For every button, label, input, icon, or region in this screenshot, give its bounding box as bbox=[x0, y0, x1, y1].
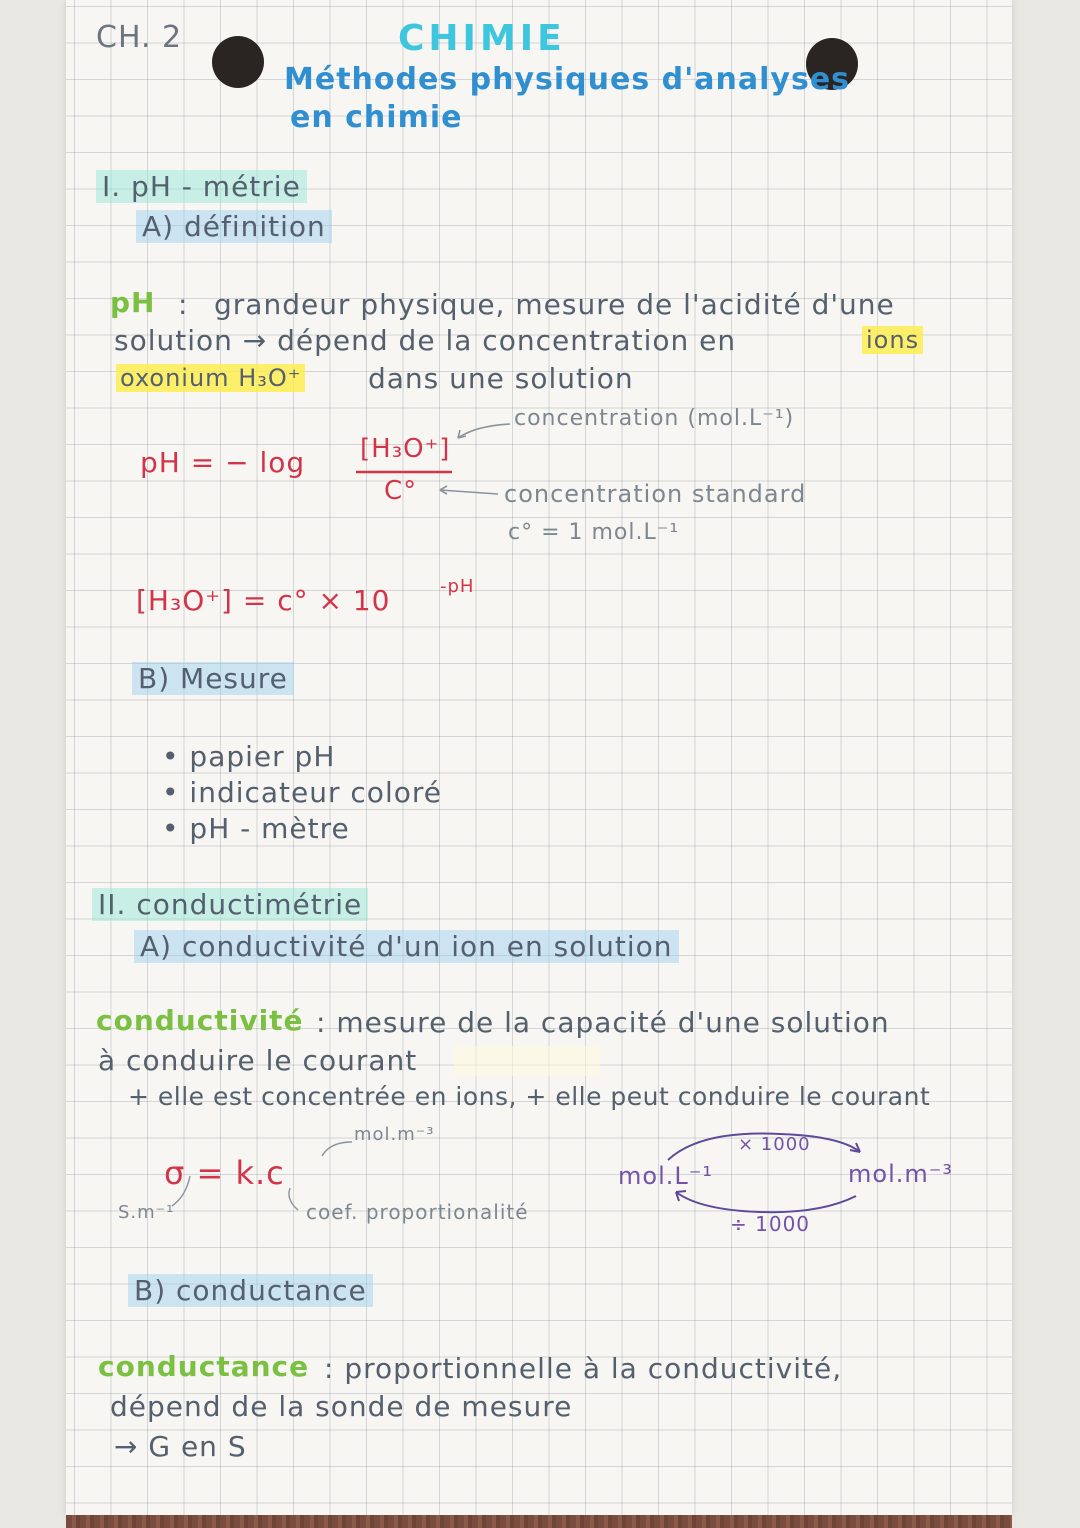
ph-definition-line1: grandeur physique, mesure de l'acidité d'une bbox=[214, 288, 895, 321]
arrow-to-c bbox=[322, 1142, 352, 1156]
eraser-mark bbox=[454, 1046, 600, 1076]
conversion-multiply-label: × 1000 bbox=[738, 1134, 811, 1155]
conductivite-term: conductivité bbox=[96, 1004, 304, 1037]
list-item: • indicateur coloré bbox=[162, 776, 442, 809]
arrow-to-sigma bbox=[172, 1176, 190, 1206]
list-item-label: pH - mètre bbox=[189, 812, 350, 845]
arrow-to-k bbox=[289, 1188, 298, 1210]
subtitle-line2: en chimie bbox=[290, 100, 463, 135]
conductivity-formula: σ = k.c bbox=[164, 1154, 285, 1192]
section1-sub-a: A) définition bbox=[136, 210, 332, 243]
list-item-label: papier pH bbox=[189, 740, 336, 773]
h3o-formula-exponent: -pH bbox=[440, 576, 475, 597]
note-concentration: concentration (mol.L⁻¹) bbox=[514, 406, 795, 431]
ph-colon: : bbox=[178, 288, 189, 321]
ions-highlight: ions bbox=[862, 326, 923, 354]
subtitle-line1: Méthodes physiques d'analyses bbox=[284, 62, 851, 97]
list-item-label: indicateur coloré bbox=[189, 776, 442, 809]
section2-heading: II. conductimétrie bbox=[92, 888, 368, 921]
conversion-divide-label: ÷ 1000 bbox=[730, 1212, 811, 1236]
page-title: CHIMIE bbox=[398, 18, 566, 59]
ph-term: pH bbox=[110, 286, 156, 319]
conductance-definition-line3: → G en S bbox=[114, 1430, 247, 1463]
ph-definition-line2: solution → dépend de la concentration en bbox=[114, 324, 737, 357]
list-item: • pH - mètre bbox=[162, 812, 350, 845]
note-c0-value: c° = 1 mol.L⁻¹ bbox=[508, 520, 680, 545]
note-standard: concentration standard bbox=[504, 480, 807, 508]
section2-sub-a: A) conductivité d'un ion en solution bbox=[134, 930, 679, 963]
unit-sigma-note: S.m⁻¹ bbox=[118, 1202, 175, 1223]
h3o-formula: [H₃O⁺] = c° × 10 bbox=[136, 584, 391, 617]
conversion-right-unit: mol.m⁻³ bbox=[848, 1160, 954, 1188]
ph-formula-denominator: C° bbox=[384, 476, 418, 506]
conductivite-definition-line2: à conduire le courant bbox=[98, 1044, 418, 1077]
chapter-label: CH. 2 bbox=[96, 20, 183, 55]
ph-formula-lhs: pH = − log bbox=[140, 446, 306, 479]
conductivite-definition-line3: + elle est concentrée en ions, + elle peut conduire le courant bbox=[128, 1082, 931, 1111]
conversion-arc-top bbox=[668, 1134, 860, 1160]
conductivite-definition-line1: : mesure de la capacité d'une solution bbox=[316, 1006, 890, 1039]
ph-definition-line3: dans une solution bbox=[368, 362, 634, 395]
list-item: • papier pH bbox=[162, 740, 336, 773]
conductance-term: conductance bbox=[98, 1350, 310, 1383]
conversion-left-unit: mol.L⁻¹ bbox=[618, 1162, 714, 1190]
section1-sub-b: B) Mesure bbox=[132, 662, 294, 695]
conductance-definition-line1: : proportionnelle à la conductivité, bbox=[324, 1352, 843, 1385]
coefficient-note: coef. proportionalité bbox=[306, 1200, 529, 1224]
conductance-definition-line2: dépend de la sonde de mesure bbox=[110, 1390, 573, 1423]
arrow-to-denominator bbox=[440, 490, 498, 494]
section2-sub-b: B) conductance bbox=[128, 1274, 373, 1307]
section1-heading: I. pH - métrie bbox=[96, 170, 307, 203]
conversion-arc-bottom bbox=[676, 1192, 856, 1212]
unit-c-note: mol.m⁻³ bbox=[354, 1124, 435, 1145]
ph-formula-numerator: [H₃O⁺] bbox=[360, 434, 451, 464]
oxonium-highlight: oxonium H₃O⁺ bbox=[116, 364, 305, 392]
